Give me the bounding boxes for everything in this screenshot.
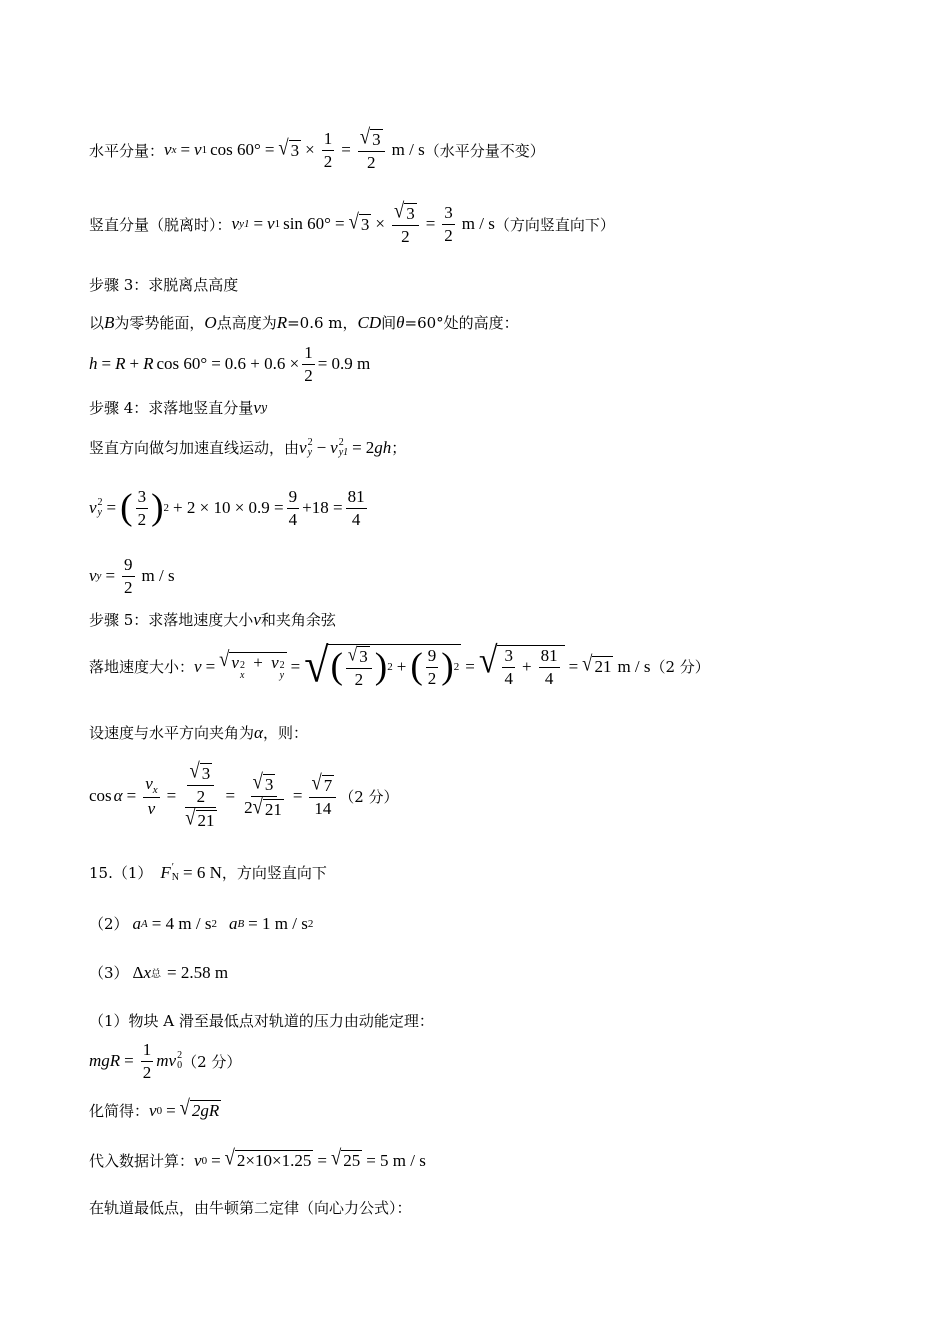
var: v [145,773,153,793]
text: 竖直方向做匀加速直线运动，由 [89,439,300,457]
cos-alpha-equation [89,759,399,831]
text: 以 [89,314,105,332]
var-v: v [231,214,240,234]
op: × [305,140,315,160]
denominator: 2 [323,151,333,171]
denominator: 2 [354,669,364,689]
numerator: 3 [442,203,455,225]
radicand: 3 [406,204,415,223]
op: = [341,140,351,160]
q15-part2 [89,913,313,934]
fraction [502,646,515,688]
result: = 5 m / s [366,1150,426,1170]
numerator: 9 [287,487,300,509]
coef: 2 [244,797,253,817]
op: = [205,656,216,676]
label: 落地速度大小： [89,658,195,677]
op: × [375,214,385,234]
var: h [89,354,98,374]
text: ，方向竖直向下 [221,864,327,882]
sub: y [279,670,285,682]
fraction [136,487,149,529]
landing-speed-line [89,638,710,693]
sub: x [171,144,177,157]
op: = [253,214,264,234]
op: = [180,140,191,160]
radicand: 3 [372,130,381,149]
text: 步骤 5：求落地速度大小 [89,611,254,629]
fraction [346,487,367,529]
op: = [211,354,221,374]
var: θ [396,312,405,332]
numerator: 9 [122,555,135,577]
sub: 0 [201,1154,208,1167]
op: = [352,437,362,457]
op: = [124,1051,134,1071]
radicand: 3 [290,140,300,160]
simplified-line [89,1096,221,1121]
op: = [166,786,177,806]
sub: y1 [338,446,349,458]
var: v [149,1100,157,1120]
sub: y [97,507,102,519]
fraction [143,774,159,819]
sin-term: sin 60° [283,214,331,234]
var: a [228,913,238,933]
kinematics-line [89,437,406,458]
zero-level-text [89,312,519,333]
note: （2 分） [650,658,710,677]
var: v [231,653,239,673]
radicand: 7 [323,776,333,796]
label: 15.（1） [89,864,153,882]
sup: 2 [307,917,314,930]
sup: ′ [171,861,174,873]
sqrt: √ 2gR [179,1096,220,1121]
fraction: √ 7 14 [309,774,336,818]
sub: 0 [177,1060,183,1072]
expr: 0.6 + 0.6 × [224,354,300,374]
radicand: 3 [264,775,274,795]
denominator: 4 [288,509,298,529]
fraction: √ 3 2 [358,128,385,172]
var-v: v [267,214,275,234]
expr: = 6 N [183,862,222,882]
radicand: 3 [360,214,370,234]
denominator: 4 [544,668,554,688]
newton-law-text: 在轨道最低点，由牛顿第二定律（向心力公式）： [89,1199,412,1217]
step5-heading [89,609,336,630]
sub: 0 [156,1104,163,1117]
note: （方向竖直向下） [494,215,615,234]
var: a [132,913,142,933]
label: 竖直分量（脱离时）： [89,215,232,234]
op: = [568,656,579,676]
var: v [330,437,338,457]
var: v [253,609,261,629]
angle-intro [89,722,308,743]
denominator: 2 [196,786,206,806]
var: α [254,722,263,742]
unit: m / s [461,214,495,234]
label: 化简得： [89,1102,150,1120]
vy-equation [89,555,175,597]
text: 点高度为 [216,314,277,332]
op: = [290,656,301,676]
energy-equation [89,1040,241,1082]
note: （2 分） [182,1052,242,1071]
sub: y [96,570,102,583]
step3-heading: 步骤 3：求脱离点高度 [89,276,239,294]
sub: 1 [201,144,208,157]
denominator: 2 [401,226,410,246]
denominator: 2 [366,152,376,172]
unit: m / s [617,656,651,676]
radicand: 3 [359,647,368,666]
denominator: 2 [137,509,147,529]
sup: 2 [239,660,245,672]
fraction: √ 3 2 √ 21 [185,759,215,831]
text: 步骤 4：求落地竖直分量 [89,399,254,417]
denominator: 2 [304,365,313,385]
sub: x [239,670,245,682]
q15-part3 [89,962,228,983]
result: = 0.9 m [317,354,371,374]
text: =60°处的高度： [404,314,519,332]
expr: +18 = [302,498,343,518]
delta: Δ [132,962,144,982]
text: ，则： [262,724,308,742]
numerator: 3 [502,646,515,668]
note: （水平分量不变） [424,141,545,160]
sub: y [260,401,268,414]
var-v: v [164,140,172,160]
sqrt: √ 21 [582,652,612,677]
sqrt: √ ( √ 3 2 ) 2 + ( $\frac{9}{2}$ ) 2 [304,638,460,693]
sup: 2 [338,436,344,448]
horizontal-component-line [89,125,545,172]
radicand: 3 [201,764,211,783]
op: − [316,437,327,457]
op: = [292,786,303,806]
op: = [166,1100,176,1120]
op: = [425,214,436,234]
op: + [521,657,532,677]
op: = [465,656,475,676]
fraction [287,487,300,529]
denominator: 4 [351,509,361,529]
sub: y [307,446,313,458]
sup: 2 [211,917,217,930]
sub: 1 [274,218,281,231]
text: 为零势能面， [114,314,205,332]
op: = [317,1150,327,1170]
op: = [101,354,112,374]
label: （3） [89,964,129,982]
text: 设速度与水平方向夹角为 [89,724,255,742]
fraction [322,129,335,171]
op: = [126,786,137,806]
text: 间 [381,314,397,332]
var: O [204,312,217,332]
sup: 2 [163,502,170,515]
var: v [253,397,261,417]
numerator: 9 [426,646,439,668]
var: mgR [89,1051,121,1071]
denominator: 2 [142,1062,152,1082]
text: 和夹角余弦 [260,611,336,629]
op: = [264,140,275,160]
substitution-line [89,1146,426,1171]
text: ； [391,439,407,457]
cos: cos [89,786,112,806]
sqrt: √ 3 [278,135,300,160]
expr: = 1 m / s [248,913,308,933]
radicand: 2×10×1.25 [236,1151,312,1170]
denominator: v [147,799,156,819]
numerator: 81 [539,646,560,668]
radicand: 25 [343,1151,361,1170]
numerator: 1 [141,1040,154,1062]
op: = [334,214,345,234]
numerator: 81 [346,487,367,509]
var-v: v [194,140,202,160]
radicand: 21 [197,811,215,831]
var: v [271,653,279,673]
expr: = 2.58 m [167,962,229,982]
var: mv [156,1051,177,1071]
energy-theorem-text: （1）物块 A 滑至最低点对轨道的压力由动能定理： [89,1012,434,1030]
var: R [276,312,288,332]
vertical-component-line [89,199,615,246]
sqrt: √ 3 [348,209,370,234]
var: v [299,437,307,457]
fraction: √ 3 2 [346,645,372,689]
sup: 2 [453,661,460,674]
unit: m / s [141,566,175,586]
fraction [302,343,315,385]
numerator: 3 [136,487,149,509]
denominator: 2 [444,225,453,245]
cos-term: cos 60° [156,354,208,374]
op: + [396,657,407,677]
sqrt: √ v 2 x + v 2 y [219,647,285,682]
label: （2） [89,915,129,933]
sub: y1 [239,218,250,231]
vy-squared-equation: v 2 y = ( $\frac{3}{2}$ ) 2 + 2 × 10 × 0.9 = $\frac{9}{4}$ +18 = $\frac{81}{4}$ [89,487,365,529]
label: 水平分量： [89,141,165,160]
denominator: 2 [124,577,133,597]
sub: N [171,871,180,883]
sqrt: √ 25 [330,1146,361,1171]
sub: x [152,783,158,796]
sup: 2 [97,497,103,509]
sup: 2 [387,661,393,674]
sub: A [141,917,148,930]
fraction [539,646,560,688]
fraction [442,203,455,245]
sup: 2 [177,1050,183,1062]
numerator: 1 [322,129,335,151]
radicand: 21 [264,799,282,819]
var: α [113,786,123,806]
fraction: √ 3 2 [392,202,419,246]
fraction: √ 3 2 √ 21 [244,770,282,820]
sub: B [237,917,245,930]
fraction [426,646,439,688]
fraction [141,1040,154,1082]
op: + [253,653,263,673]
q15-part1 [89,862,327,883]
numerator: 1 [302,343,315,365]
sub: 总 [151,969,162,980]
denominator: 14 [314,798,332,818]
radicand: 2gR [191,1101,220,1120]
var: x [143,962,152,982]
expr: + 2 × 10 × 0.9 = [173,498,284,518]
denominator: 2 [427,668,437,688]
label: 代入数据计算： [89,1152,195,1170]
sup: 2 [307,436,313,448]
expr: = 4 m / s [151,913,212,933]
step4-heading [89,397,267,418]
var: v [89,498,97,518]
var: gh [374,437,392,457]
op: = [105,566,116,586]
var: v [194,656,202,676]
var: R [115,354,126,374]
op: = [106,498,117,518]
radicand: 21 [594,657,612,677]
var: B [104,312,115,332]
height-equation [89,343,370,385]
unit: m / s [391,140,425,160]
var: CD [357,312,382,332]
op: = [211,1150,221,1170]
op: = [225,786,236,806]
var: v [89,566,97,586]
sqrt: √ $\frac{3}{4}$ + $\frac{81}{4}$ [479,645,565,688]
fraction [122,555,135,597]
sup: 2 [279,660,285,672]
sqrt: √ 2×10×1.25 [224,1146,312,1171]
text: =0.6 m， [287,314,358,332]
denominator: 4 [504,668,513,688]
note: （2 分） [339,787,399,806]
cos-term: cos 60° [210,140,261,160]
coef: 2 [365,437,375,457]
var: v [194,1150,202,1170]
var: F [160,862,171,882]
var: R [143,354,154,374]
op: + [129,354,140,374]
